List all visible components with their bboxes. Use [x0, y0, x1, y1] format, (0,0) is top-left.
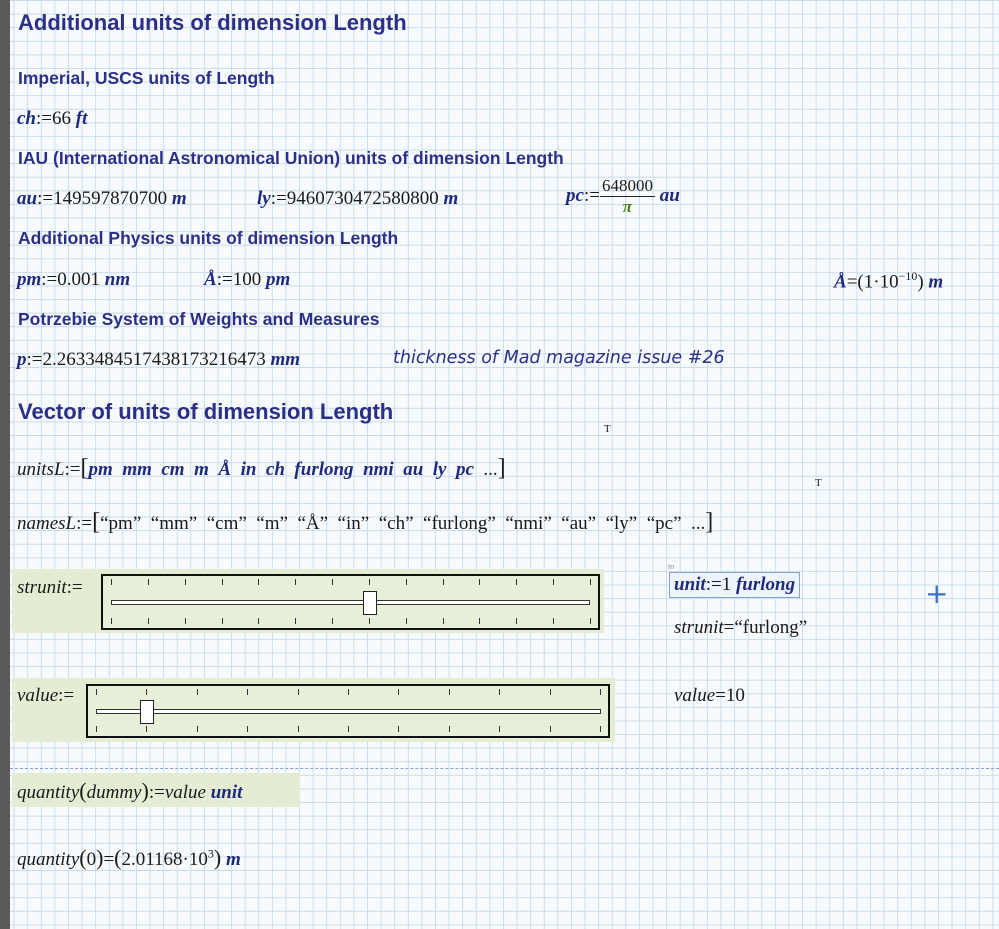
ly-var: ly	[257, 188, 271, 209]
unit-definition[interactable]	[669, 572, 800, 598]
pm-unit: nm	[104, 269, 131, 290]
value-evaluation[interactable]	[674, 685, 745, 707]
quantity-arg: 0	[86, 849, 97, 870]
potrzebie-definition[interactable]	[17, 349, 300, 371]
angstrom-definition[interactable]	[204, 269, 290, 291]
unitsL-item: au	[403, 459, 424, 480]
angstrom-unit: pm	[265, 269, 291, 290]
slider-tick	[295, 579, 296, 585]
slider-tick	[96, 726, 97, 732]
slider-tick	[600, 726, 601, 732]
assign-op: :=	[66, 577, 83, 598]
assign-op: :=	[58, 685, 75, 706]
unitsL-item: furlong	[294, 459, 354, 480]
assign-op: :=	[76, 513, 93, 534]
ly-definition[interactable]	[257, 188, 458, 210]
angstrom-var: Å	[204, 269, 217, 290]
unit-var: unit	[674, 574, 706, 595]
slider-tick	[406, 618, 407, 624]
lparen: (	[857, 271, 864, 293]
mantissa: 1	[863, 271, 874, 293]
au-var: au	[17, 188, 38, 209]
eval-op: =	[723, 617, 735, 638]
pm-value: 0.001	[57, 269, 101, 290]
strunit-slider-thumb[interactable]	[363, 591, 377, 615]
lparen: (	[79, 845, 87, 870]
namesL-item: “mm”	[150, 513, 198, 534]
pc-numerator: 648000	[601, 176, 653, 195]
slider-tick	[332, 579, 333, 585]
slider-tick	[550, 689, 551, 695]
unitsL-item: ly	[432, 459, 447, 480]
slider-tick	[499, 689, 500, 695]
lbracket: [	[92, 509, 101, 535]
slider-tick	[406, 579, 407, 585]
ly-value: 9460730472580800	[286, 188, 439, 209]
au-definition[interactable]	[17, 188, 187, 210]
slider-tick	[298, 726, 299, 732]
slider-tick	[398, 726, 399, 732]
namesL-item: “ch”	[378, 513, 414, 534]
left-margin-bar	[0, 0, 10, 929]
rparen: )	[96, 845, 104, 870]
result-unit: m	[928, 271, 944, 293]
unitsL-item: ch	[265, 459, 285, 480]
assign-op: :=	[148, 782, 165, 803]
assign-op: :=	[705, 574, 722, 595]
namesL-item: “in”	[337, 513, 370, 534]
rparen: )	[917, 271, 924, 293]
slider-tick	[111, 579, 112, 585]
slider-tick	[295, 618, 296, 624]
slider-tick	[590, 618, 591, 624]
value-var: value	[17, 685, 59, 706]
slider-tick	[111, 618, 112, 624]
slider-tick	[449, 726, 450, 732]
quantity-func: quantity	[17, 782, 80, 803]
strunit-control-label	[17, 577, 83, 599]
angstrom-value: 100	[232, 269, 262, 290]
pm-definition[interactable]	[17, 269, 130, 291]
au-value: 149597870700	[53, 188, 168, 209]
body-unit: unit	[210, 782, 243, 803]
ch-var: ch	[17, 108, 36, 129]
slider-tick	[499, 726, 500, 732]
slider-tick	[222, 579, 223, 585]
ly-unit: m	[443, 188, 459, 209]
namesL-item: “pm”	[100, 513, 142, 534]
heading-additional-units: Additional units of dimension Length	[18, 10, 407, 35]
heading-potrzebie: Potrzebie System of Weights and Measures	[18, 309, 380, 329]
angstrom-evaluation[interactable]	[834, 269, 943, 293]
slider-tick	[348, 689, 349, 695]
eval-op: =	[715, 685, 726, 706]
lbracket: [	[80, 455, 89, 481]
eval-op: =	[846, 271, 858, 293]
namesL-item: “ly”	[605, 513, 638, 534]
angstrom-var: Å	[834, 271, 847, 293]
p-var: p	[17, 349, 27, 370]
unitsL-item: nmi	[363, 459, 394, 480]
slider-tick	[185, 579, 186, 585]
exponent: −10	[898, 269, 918, 283]
assign-op: :=	[64, 459, 81, 480]
lparen: (	[114, 845, 122, 870]
slider-tick	[247, 726, 248, 732]
namesL-item: “pc”	[646, 513, 682, 534]
plus-icon[interactable]: +	[925, 577, 949, 610]
heading-imperial: Imperial, USCS units of Length	[18, 68, 275, 88]
slider-tick	[197, 726, 198, 732]
slider-tick	[146, 689, 147, 695]
assign-op: :=	[37, 188, 54, 209]
pm-var: pm	[17, 269, 42, 290]
value-result: 10	[725, 685, 745, 706]
namesL-item: “nmi”	[505, 513, 552, 534]
ch-definition[interactable]	[17, 108, 87, 130]
pc-fraction	[600, 176, 655, 217]
slider-tick	[222, 618, 223, 624]
value-slider-track	[96, 709, 601, 714]
transpose-symbol: T	[604, 423, 611, 435]
quantity-definition[interactable]	[17, 778, 242, 804]
strunit-slider[interactable]	[101, 574, 600, 630]
ch-unit: ft	[75, 108, 88, 129]
body-value: value	[164, 782, 206, 803]
unit-unit: furlong	[735, 574, 796, 595]
result-unit: m	[225, 849, 241, 870]
slider-tick	[553, 579, 554, 585]
slider-tick	[185, 618, 186, 624]
base: 10	[879, 271, 899, 293]
slider-tick	[298, 689, 299, 695]
slider-tick	[590, 579, 591, 585]
assign-op: :=	[41, 269, 58, 290]
slider-tick	[96, 689, 97, 695]
unit-value: 1	[721, 574, 732, 595]
eval-op: =	[103, 849, 115, 870]
mult-dot: ·	[182, 849, 189, 870]
slider-tick	[443, 618, 444, 624]
namesL-item: “Å”	[297, 513, 329, 534]
mult-dot: ·	[873, 271, 880, 293]
rparen: )	[141, 778, 149, 803]
value-var: value	[674, 685, 716, 706]
slider-tick	[369, 579, 370, 585]
exponent: 3	[207, 846, 214, 861]
namesL-item: “au”	[561, 513, 597, 534]
slider-tick	[553, 618, 554, 624]
unitsL-item: in	[240, 459, 257, 480]
value-slider[interactable]	[86, 684, 610, 738]
p-value: 2.2633484517438173216473	[42, 349, 266, 370]
quantity-func: quantity	[17, 849, 80, 870]
pc-definition[interactable]	[566, 176, 680, 217]
namesL-item: “m”	[256, 513, 288, 534]
unitsL-item: cm	[161, 459, 185, 480]
value-control-label	[17, 685, 74, 707]
slider-tick	[516, 579, 517, 585]
strunit-slider-track	[111, 600, 590, 605]
mantissa: 2.01168	[121, 849, 183, 870]
potrzebie-comment[interactable]: thickness of Mad magazine issue #26	[393, 348, 725, 368]
namesL-item: “furlong”	[423, 513, 496, 534]
ch-value: 66	[52, 108, 71, 129]
slider-tick	[146, 726, 147, 732]
quantity-arg: dummy	[86, 782, 142, 803]
slider-tick	[332, 618, 333, 624]
unitsL-item: Å	[218, 459, 232, 480]
assign-op: :=	[36, 108, 52, 129]
slider-tick	[449, 689, 450, 695]
slider-tick	[600, 689, 601, 695]
pc-unit: au	[659, 184, 680, 206]
region-separator	[10, 768, 999, 769]
slider-tick	[443, 579, 444, 585]
ellipsis: ...	[483, 459, 498, 480]
slider-tick	[148, 579, 149, 585]
ellipsis: ...	[691, 513, 706, 534]
transpose-symbol: T	[815, 477, 822, 489]
slider-tick	[247, 689, 248, 695]
unitsL-var: unitsL	[17, 459, 65, 480]
input-badge: In	[668, 563, 675, 571]
assign-op: :=	[216, 269, 233, 290]
lparen: (	[79, 778, 87, 803]
slider-tick	[197, 689, 198, 695]
slider-tick	[479, 579, 480, 585]
rbracket: ]	[497, 455, 506, 481]
rparen: )	[213, 845, 222, 870]
slider-tick	[148, 618, 149, 624]
assign-op: :=	[26, 349, 43, 370]
unitsL-item: pc	[455, 459, 474, 480]
unitsL-item: m	[194, 459, 209, 480]
namesL-definition[interactable]	[17, 509, 713, 536]
slider-tick	[258, 579, 259, 585]
unitsL-definition[interactable]	[17, 455, 506, 482]
namesL-item: “cm”	[206, 513, 247, 534]
unitsL-item: pm	[88, 459, 113, 480]
strunit-var: strunit	[17, 577, 67, 598]
slider-tick	[479, 618, 480, 624]
rbracket: ]	[705, 509, 714, 535]
strunit-var: strunit	[674, 617, 724, 638]
heading-iau: IAU (International Astronomical Union) units of dimension Length	[18, 148, 564, 168]
slider-tick	[550, 726, 551, 732]
assign-op: :=	[270, 188, 287, 209]
heading-vector: Vector of units of dimension Length	[18, 399, 394, 424]
p-unit: mm	[270, 349, 301, 370]
slider-tick	[258, 618, 259, 624]
strunit-evaluation[interactable]	[674, 617, 807, 639]
pc-var: pc	[566, 184, 584, 206]
slider-tick	[369, 618, 370, 624]
base: 10	[188, 849, 208, 870]
slider-tick	[516, 618, 517, 624]
heading-physics: Additional Physics units of dimension Length	[18, 228, 399, 248]
pi-symbol: π	[622, 197, 633, 216]
namesL-var: namesL	[17, 513, 77, 534]
quantity-evaluation[interactable]	[17, 845, 241, 871]
au-unit: m	[171, 188, 187, 209]
value-slider-thumb[interactable]	[140, 700, 154, 724]
slider-tick	[398, 689, 399, 695]
assign-op: :=	[583, 184, 600, 206]
strunit-result: “furlong”	[734, 617, 808, 638]
unitsL-item: mm	[122, 459, 152, 480]
slider-tick	[348, 726, 349, 732]
